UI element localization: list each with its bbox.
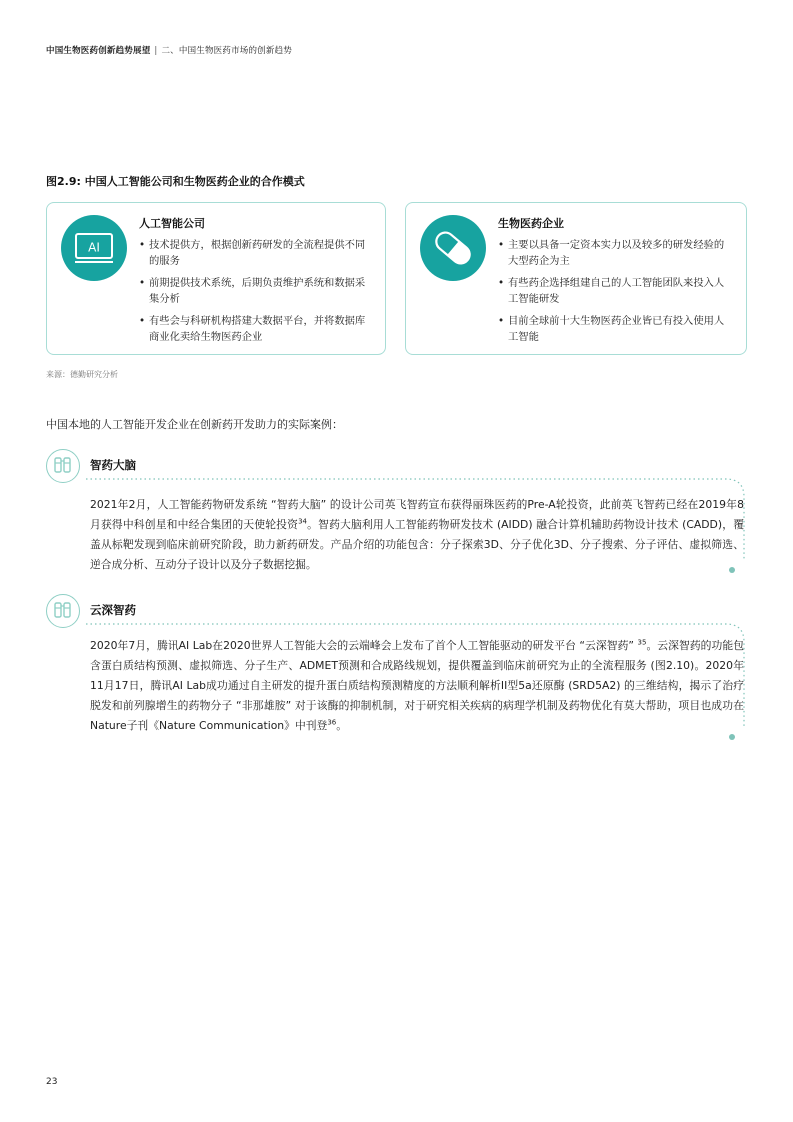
figure-title: 图2.9: 中国人工智能公司和生物医药企业的合作模式 [46,175,305,188]
list-item: • 有些药企选择组建自己的人工智能团队来投入人工智能研发 [498,275,734,307]
intro-text: 中国本地的人工智能开发企业在创新药开发助力的实际案例： [46,418,343,431]
case-title: 云深智药 [90,603,136,617]
pill-capsule-icon [420,215,486,281]
running-header [46,44,292,56]
list-item: • 技术提供方，根据创新药研发的全流程提供不同的服务 [139,237,375,269]
case-yunshen-zhiyao [46,594,748,744]
case-title: 智药大脑 [90,458,136,472]
ai-screen-icon [61,215,127,281]
case-body: 2020年7月，腾讯AI Lab在2020世界人工智能大会的云端峰会上发布了首个人工智能驱动的研发平台 “云深智药” $^{35}$。云深智药的功能包含蛋白质结构预测、虚拟筛选、分子生产、ADMET预测和合成路线规划，提供覆盖到临床前研究为止的全流程服务 (图2.10)。2020年11月17日，腾讯AI Lab成功通过自主研发的提升蛋白质结构预测精度的方法顺利解析II型5a还原酶 (SRD5A2) 的三维结构，揭示了治疗脱发和前列腺增生的药物分子 “非那雄胺” 对于该酶的抑制机制，对于研究相关疾病的病理学机制及药物优化有莫大帮助，项目也成功在Nature子刊《Nature Communication》中刊登$^{36}$。 [90,638,744,732]
case-body: 2021年2月，人工智能药物研发系统 “智药大脑” 的设计公司英飞智药宣布获得丽珠医药的Pre-A轮投资，此前英飞智药已经在2019年8月获得中科创星和中经合集团的天使轮投资$^{34}$。智药大脑利用人工智能药物研发技术 (AIDD) 融合计算机辅助药物设计技术 (CADD)，覆盖从标靶发现到临床前研究阶段，助力新药研发。产品介绍的功能包含：分子探索3D、分子优化3D、分子搜索、分子评估、虚拟筛选、逆合成分析、互动分子设计以及分子数据挖掘。 [90,498,744,571]
ai-company-title: 人工智能公司 [139,217,205,230]
biopharma-title: 生物医药企业 [498,217,564,230]
list-item: • 主要以具备一定资本实力以及较多的研发经验的大型药企为主 [498,237,734,269]
ai-company-bullets [139,237,375,351]
binoculars-icon [46,594,80,628]
case-zhiyao-brain [46,449,748,574]
footnote-ref: 36 [327,718,337,727]
section-title: 二、中国生物医药市场的创新趋势 [161,46,292,56]
biopharma-bullets [498,237,734,351]
ai-company-card [46,202,386,355]
list-item: • 目前全球前十大生物医药企业皆已有投入使用人工智能 [498,313,734,345]
list-item: • 前期提供技术系统，后期负责维护系统和数据采集分析 [139,275,375,307]
footnote-ref: 34 [298,517,308,526]
binoculars-icon [46,449,80,483]
report-title: 中国生物医药创新趋势展望 [46,46,151,56]
figure-source: 来源：德勤研究分析 [46,370,118,379]
header-separator: | [154,46,158,56]
biopharma-card [405,202,747,355]
ai-icon-label: AI [88,240,100,255]
page-number: 23 [46,1077,58,1087]
footnote-ref: 35 [637,638,647,647]
list-item: • 有些会与科研机构搭建大数据平台，并将数据库商业化卖给生物医药企业 [139,313,375,345]
